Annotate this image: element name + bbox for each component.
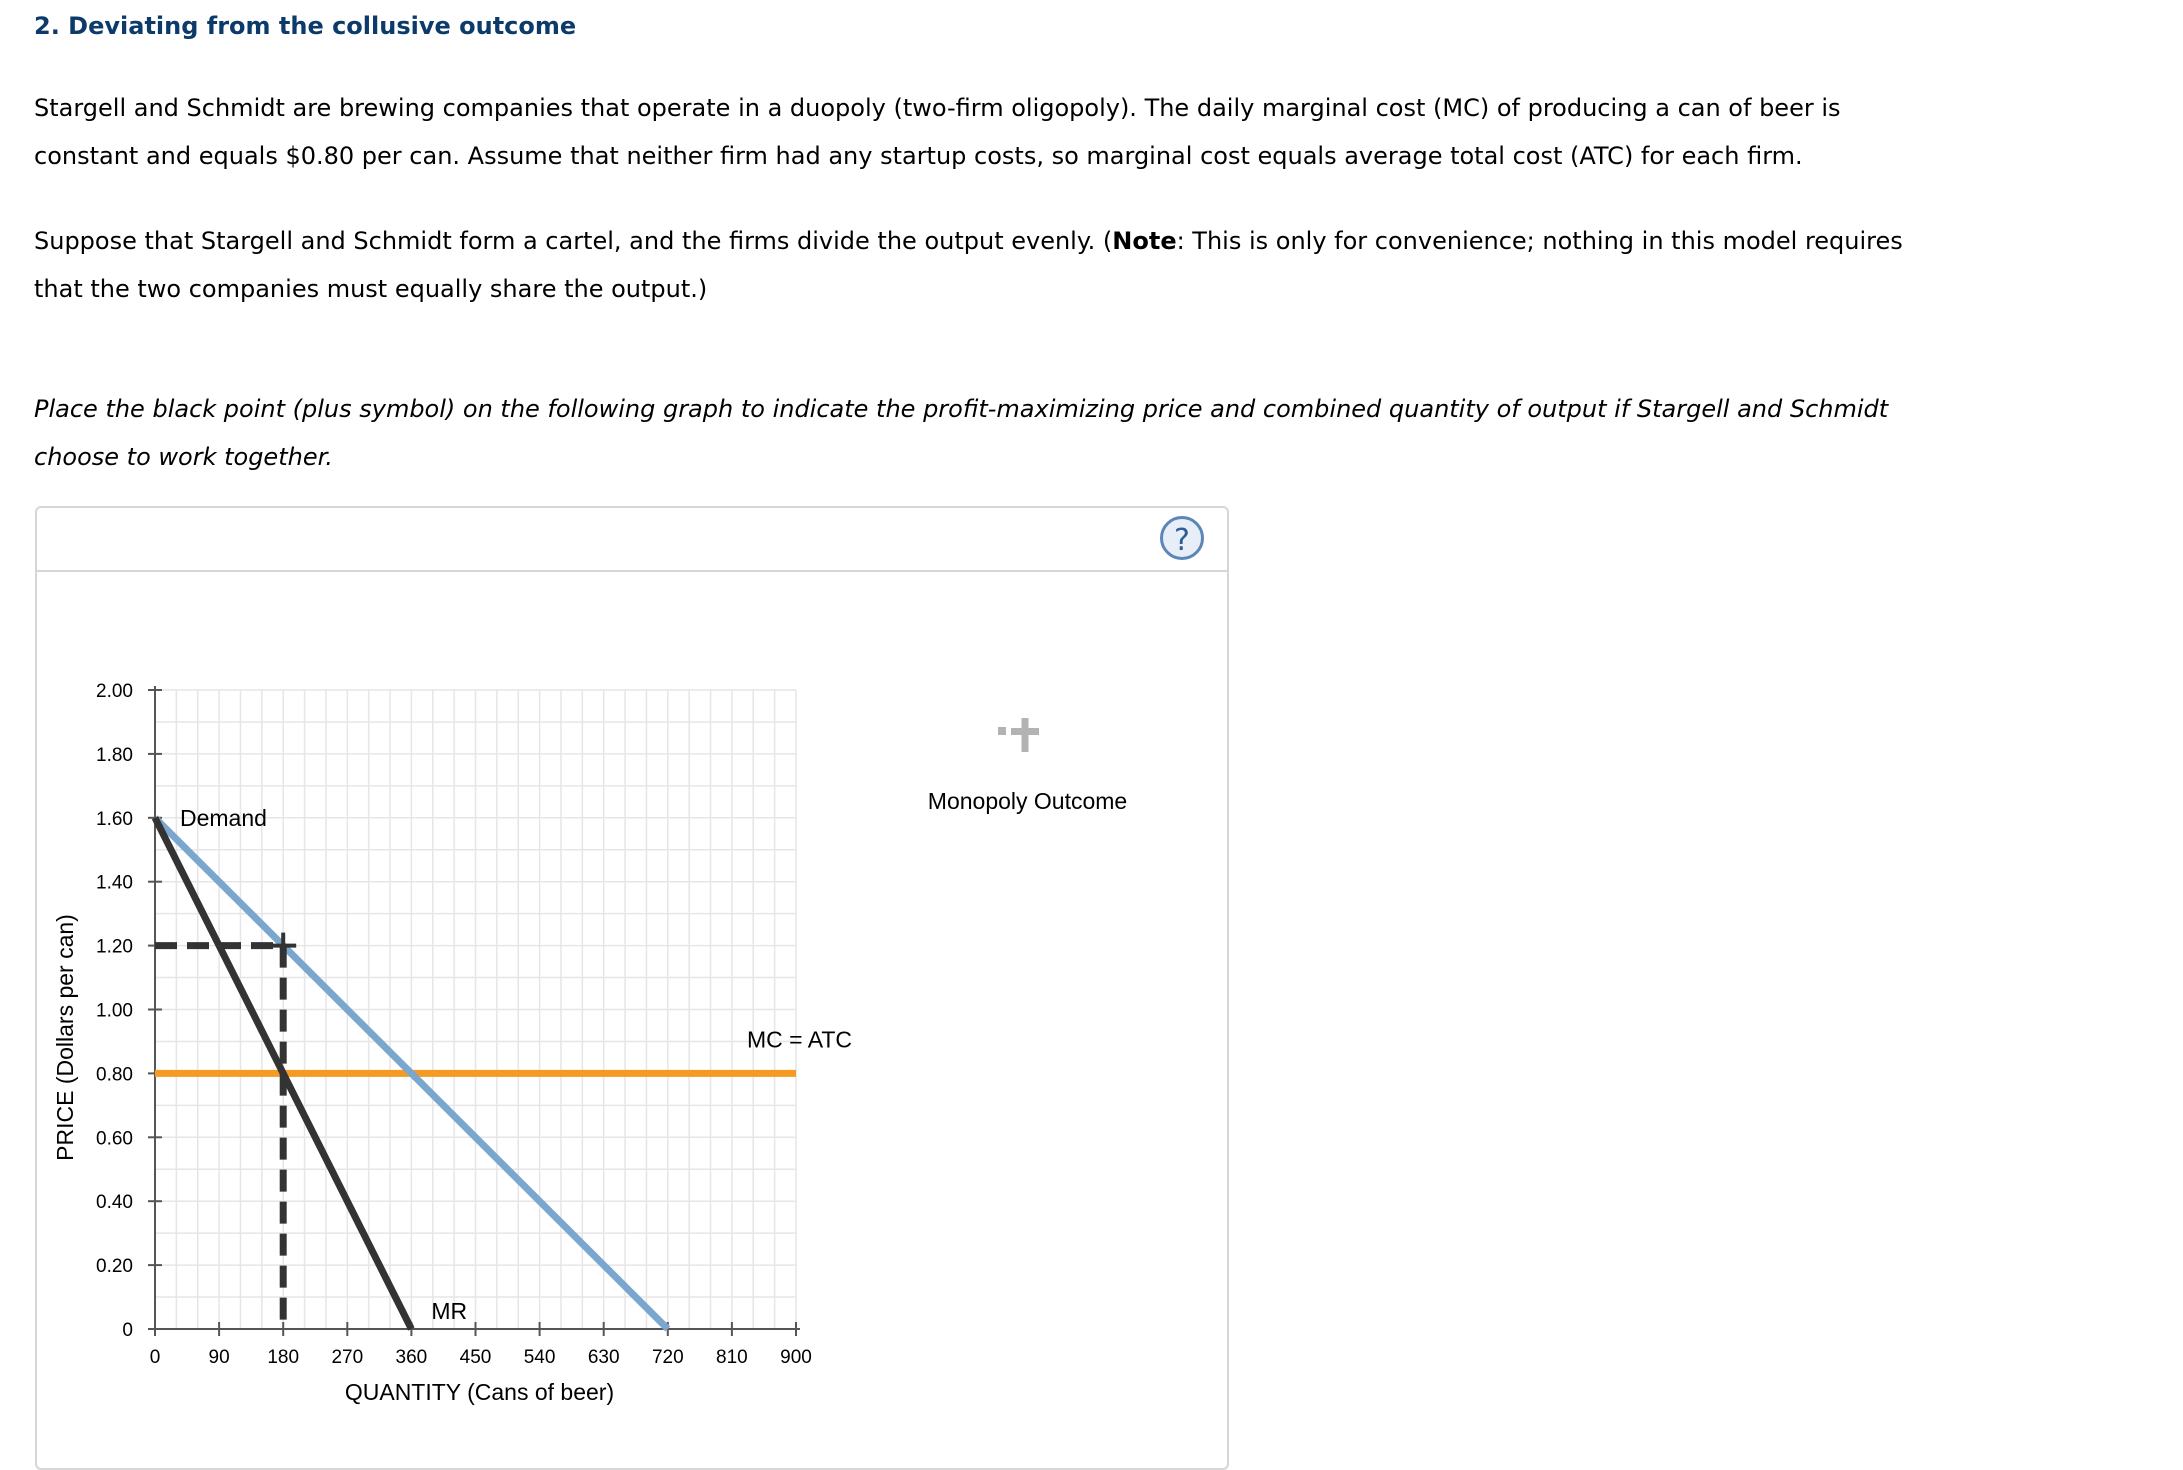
- x-tick-label-180: 180: [267, 1347, 300, 1368]
- x-tick-label-720: 720: [651, 1347, 684, 1368]
- x-tick-label-450: 450: [459, 1347, 492, 1368]
- plus-marker-palette-icon[interactable]: [995, 715, 1055, 760]
- y-tick-label-1.20: 1.20: [96, 936, 133, 958]
- y-tick-label-0.60: 0.60: [96, 1128, 133, 1150]
- question-paragraph-1: Stargell and Schmidt are brewing companies that operate in a duopoly (two-firm oligopoly). The daily marginal cost (MC) of producing a can of beer is constant and equals $0.80 per can. Assume that neither firm had any startup costs, so marginal cost equals average total cost (ATC) for each firm.: [34, 94, 1841, 170]
- x-tick-label-0: 0: [149, 1347, 161, 1368]
- y-tick-label-2.00: 2.00: [96, 681, 133, 702]
- y-tick-label-1.40: 1.40: [96, 872, 133, 894]
- x-tick-label-810: 810: [716, 1347, 748, 1368]
- y-tick-label-0.80: 0.80: [96, 1064, 133, 1086]
- x-tick-label-270: 270: [331, 1347, 364, 1368]
- paragraph-2-start: Suppose that Stargell and Schmidt form a cartel, and the firms divide the output evenly. (: [34, 227, 1113, 255]
- y-tick-label-0.40: 0.40: [96, 1192, 133, 1214]
- y-tick-label-0.20: 0.20: [96, 1256, 133, 1278]
- mr-label: MR: [431, 1298, 468, 1324]
- chart-axes: [148, 686, 800, 1336]
- demand-label: Demand: [180, 804, 267, 831]
- y-axis-title: PRICE (Dollars per can): [52, 914, 78, 1161]
- x-tick-label-360: 360: [395, 1347, 428, 1368]
- palette-plus-vertical: [1022, 718, 1029, 752]
- help-button[interactable]: ?: [1160, 516, 1204, 560]
- y-tick-label-1.80: 1.80: [96, 744, 133, 766]
- x-tick-label-630: 630: [587, 1347, 620, 1368]
- x-tick-label-900: 900: [780, 1347, 812, 1368]
- y-tick-label-0: 0: [122, 1320, 133, 1341]
- y-tick-label-1.60: 1.60: [96, 808, 133, 830]
- x-axis-title: QUANTITY (Cans of beer): [344, 1379, 615, 1405]
- note-label: Note: [1112, 227, 1177, 255]
- palette-dot: [998, 727, 1006, 735]
- x-tick-label-540: 540: [523, 1347, 556, 1368]
- question-instruction: Place the black point (plus symbol) on the following graph to indicate the profit-maximizing price and combined quantity of output if Stargell and Schmidt choose to work together.: [34, 395, 1889, 471]
- y-tick-label-1.00: 1.00: [96, 1000, 133, 1022]
- palette-label: Monopoly Outcome: [927, 788, 1128, 814]
- mc-atc-label: MC = ATC: [746, 1026, 852, 1053]
- x-tick-label-90: 90: [208, 1347, 230, 1368]
- question-heading: 2. Deviating from the collusive outcome: [34, 12, 577, 40]
- paragraph-2-end: : This is only for convenience; nothing in this model requires that the two companies must equally share the output.): [34, 227, 1903, 303]
